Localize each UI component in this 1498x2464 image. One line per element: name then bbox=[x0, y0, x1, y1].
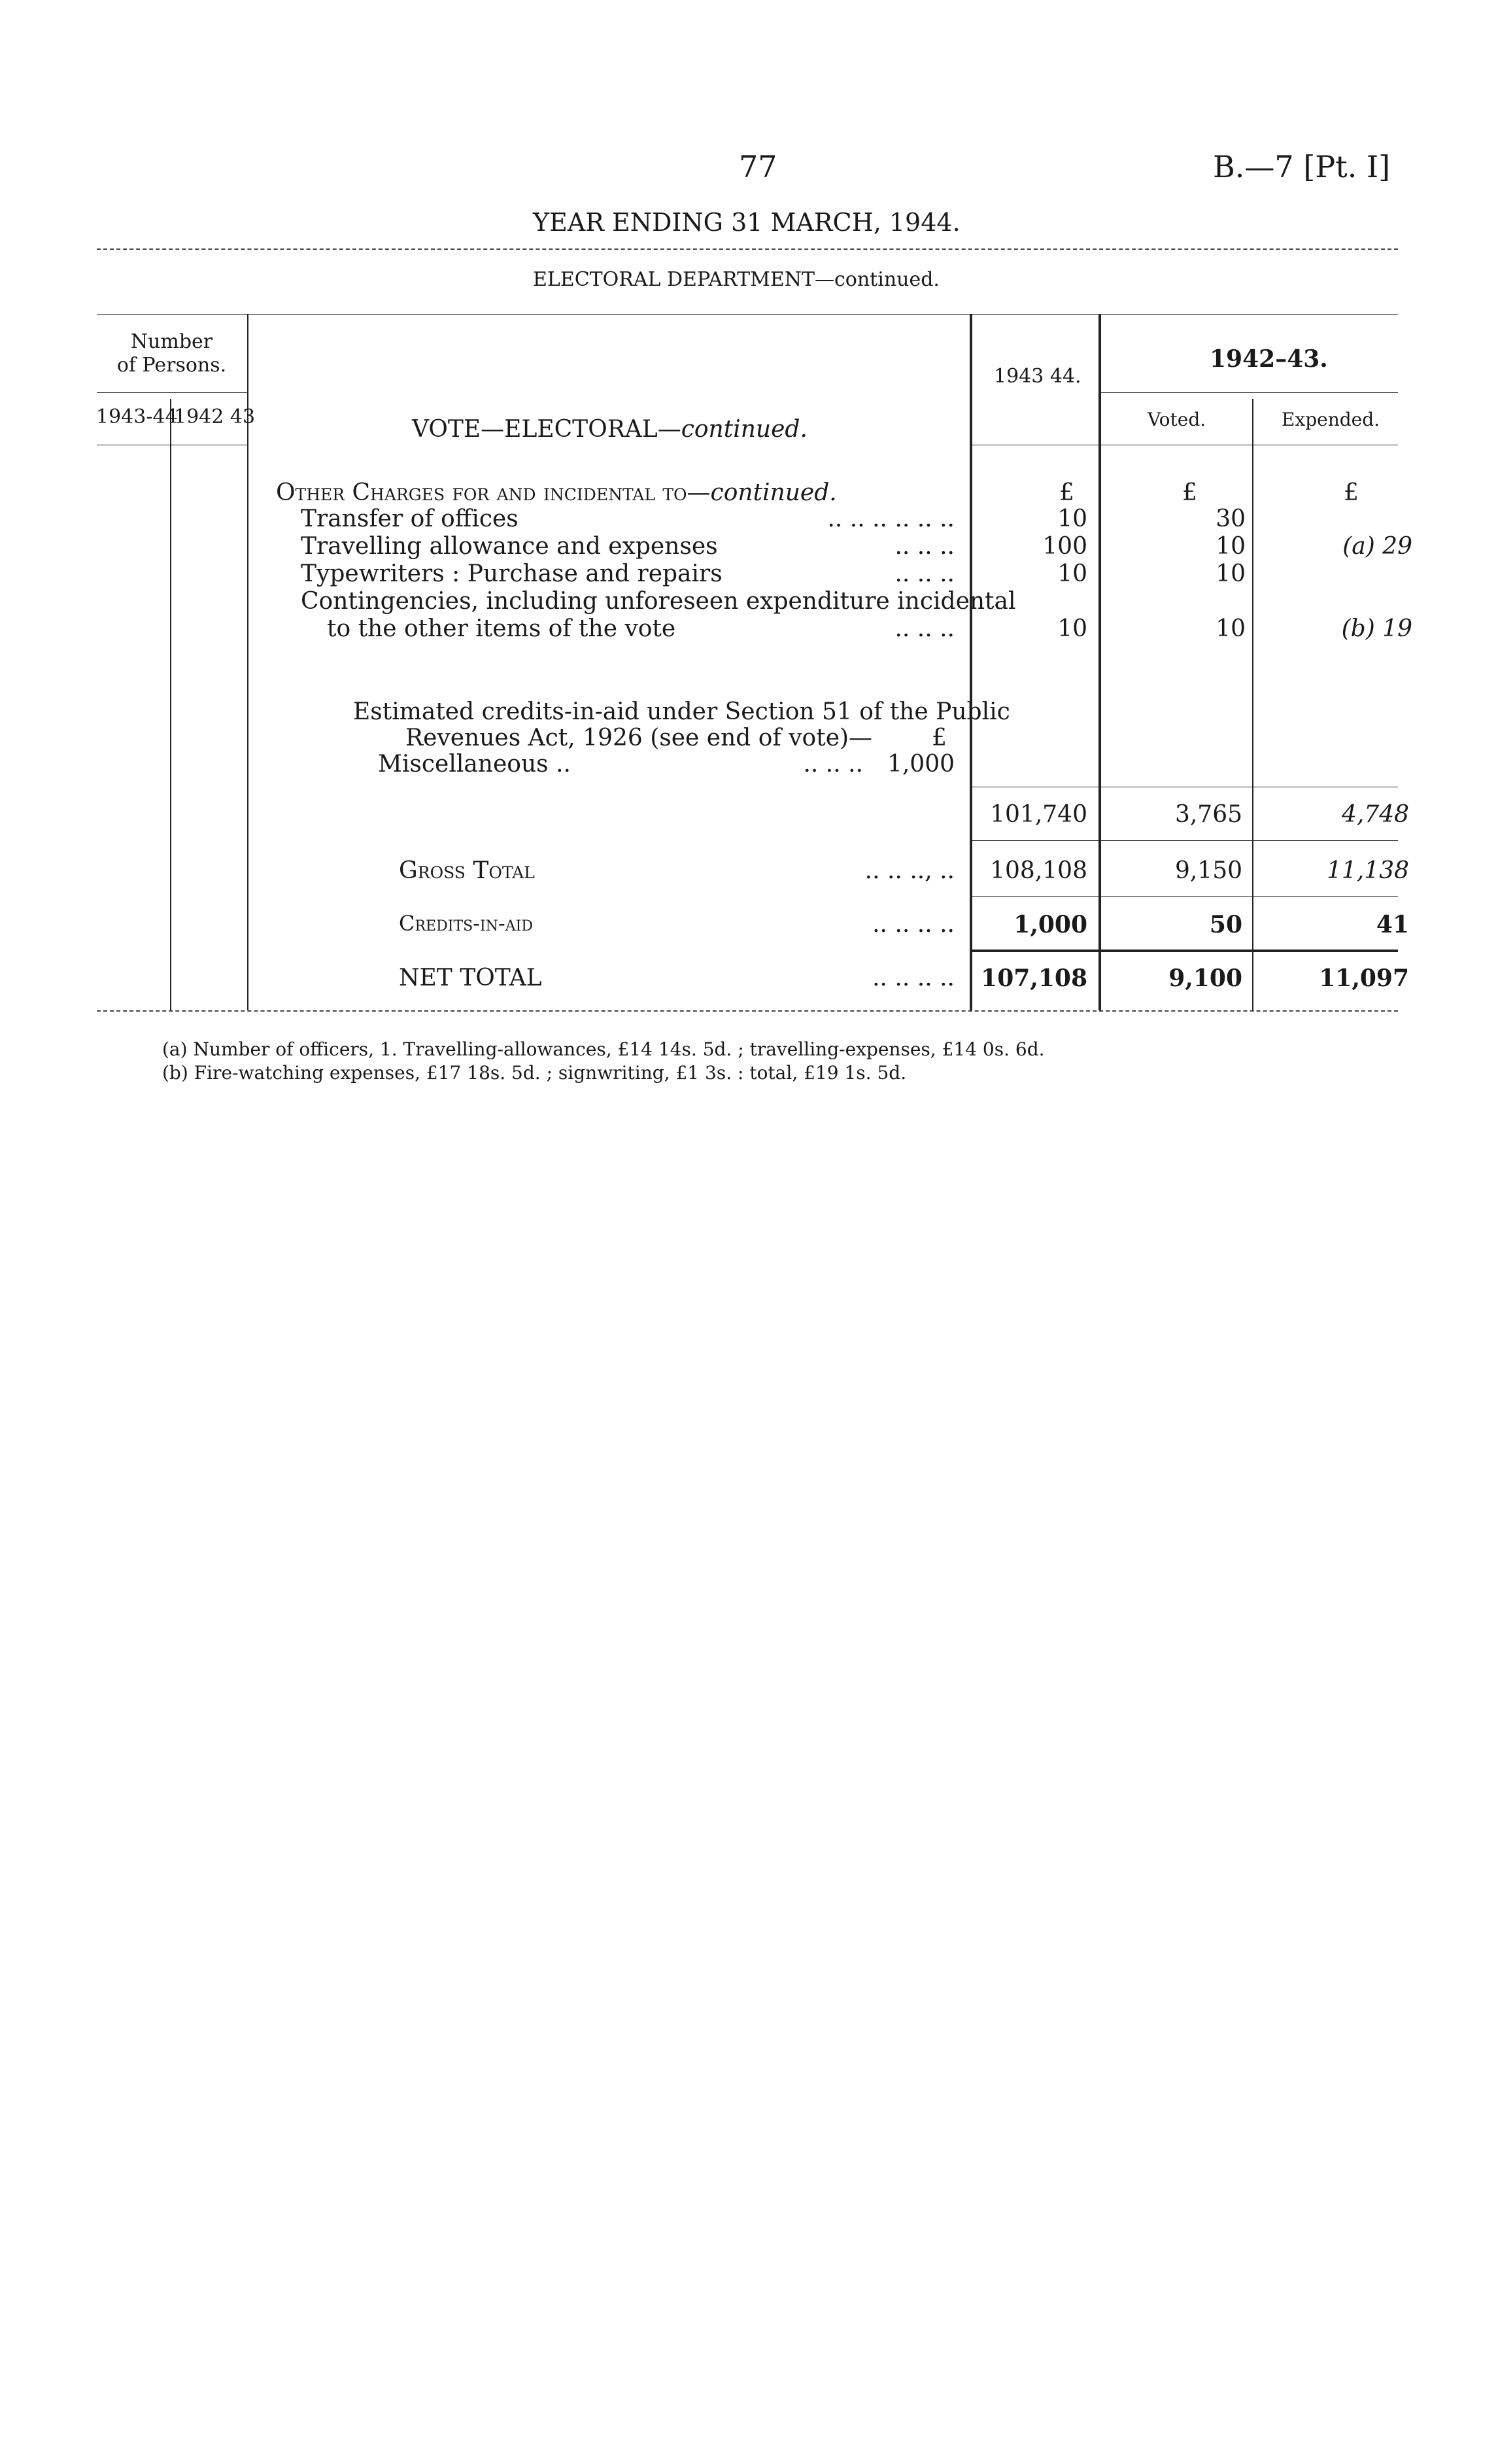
persons-col-divider bbox=[170, 399, 171, 1010]
credits-note-pound: £ bbox=[932, 725, 947, 751]
item-voted: 10 bbox=[1216, 560, 1246, 587]
section-heading-suffix: continued. bbox=[710, 479, 837, 506]
table-top-rule bbox=[97, 314, 1398, 315]
subtotal-voted: 3,765 bbox=[1174, 801, 1242, 828]
total-expended: 41 bbox=[1376, 911, 1409, 938]
col-1943-44-header: 1943 44. bbox=[994, 365, 1081, 388]
item-label: Travelling allowance and expenses bbox=[301, 533, 718, 560]
department-text: ELECTORAL DEPARTMENT—continued. bbox=[533, 268, 940, 291]
col-voted-header: Voted. bbox=[1148, 409, 1206, 430]
credits-misc-leaders: .. .. .. bbox=[803, 751, 863, 778]
department-heading bbox=[533, 268, 940, 291]
vote-title bbox=[412, 416, 808, 443]
voted-left-divider bbox=[1098, 314, 1101, 1010]
credits-note-line1: Estimated credits-in-aid under Section 51 of the Public bbox=[353, 698, 1010, 725]
subtotal-estimate: 101,740 bbox=[990, 801, 1087, 828]
number-of-persons-header bbox=[98, 330, 245, 377]
title-divider bbox=[97, 248, 1398, 250]
number-of-persons-line1: Number bbox=[130, 330, 213, 353]
section-heading-main: Other Charges for and incidental to— bbox=[276, 479, 711, 506]
report-reference: B.—7 [Pt. I] bbox=[1213, 149, 1391, 184]
item-voted: 10 bbox=[1216, 533, 1246, 560]
total-expended: 11,097 bbox=[1319, 965, 1409, 992]
credits-total-rule bbox=[970, 950, 1398, 952]
total-voted: 9,150 bbox=[1174, 857, 1242, 884]
page-number: 77 bbox=[739, 149, 777, 184]
item-leaders: .. .. .. bbox=[894, 615, 955, 642]
total-estimate: 108,108 bbox=[990, 857, 1087, 884]
vote-title-main: VOTE—ELECTORAL— bbox=[412, 416, 681, 443]
currency-estimate: £ bbox=[1059, 479, 1074, 506]
item-voted: 10 bbox=[1216, 615, 1246, 642]
credits-note-line2: Revenues Act, 1926 (see end of vote)— bbox=[405, 725, 873, 751]
table-bottom-rule bbox=[97, 1010, 1398, 1012]
total-label: NET TOTAL bbox=[399, 965, 542, 991]
currency-expended: £ bbox=[1344, 479, 1359, 506]
total-leaders: .. .. .., .. bbox=[864, 857, 955, 884]
item-label: Typewriters : Purchase and repairs bbox=[301, 560, 723, 587]
footnote: (b) Fire-watching expenses, £17 18s. 5d. ; signwriting, £1 3s. : total, £19 1s. 5d. bbox=[162, 1062, 907, 1084]
gross-total-rule bbox=[970, 896, 1398, 897]
total-leaders: .. .. .. .. bbox=[872, 965, 955, 991]
persons-header-rule bbox=[97, 392, 247, 393]
year-header-rule bbox=[1098, 392, 1398, 393]
total-label: Credits-in-aid bbox=[399, 911, 533, 936]
total-voted: 50 bbox=[1209, 911, 1242, 938]
item-expended: (b) 19 bbox=[1341, 615, 1412, 642]
item-label-continued: to the other items of the vote bbox=[327, 615, 676, 642]
vote-title-suffix: continued. bbox=[681, 416, 808, 443]
item-leaders: .. .. .. bbox=[894, 560, 955, 587]
persons-col-1942-43: 1942 43 bbox=[174, 405, 256, 428]
subtotal-bottom-rule bbox=[970, 840, 1398, 841]
item-leaders: .. .. .. bbox=[894, 533, 955, 560]
section-heading bbox=[276, 479, 837, 506]
item-label: Contingencies, including unforeseen expenditure incidental bbox=[301, 588, 1016, 615]
item-estimate: 10 bbox=[1057, 615, 1087, 642]
item-voted: 30 bbox=[1216, 505, 1246, 532]
col-1942-43-header: 1942–43. bbox=[1210, 345, 1328, 373]
page-title: YEAR ENDING 31 MARCH, 1944. bbox=[533, 208, 961, 237]
subtotal-expended: 4,748 bbox=[1341, 801, 1409, 828]
credits-misc-value: 1,000 bbox=[887, 751, 955, 778]
credits-misc-label: Miscellaneous .. bbox=[378, 751, 571, 778]
number-of-persons-line2: of Persons. bbox=[116, 354, 227, 377]
expended-left-divider bbox=[1252, 399, 1253, 1010]
item-expended: (a) 29 bbox=[1342, 533, 1412, 560]
total-label: Gross Total bbox=[399, 857, 535, 884]
currency-voted: £ bbox=[1182, 479, 1197, 506]
col-expended-header: Expended. bbox=[1282, 409, 1380, 430]
item-leaders: .. .. .. .. .. .. bbox=[827, 505, 955, 532]
total-voted: 9,100 bbox=[1168, 965, 1242, 992]
total-expended: 11,138 bbox=[1327, 857, 1409, 884]
item-estimate: 100 bbox=[1042, 533, 1087, 560]
total-leaders: .. .. .. .. bbox=[872, 911, 955, 938]
item-estimate: 10 bbox=[1057, 560, 1087, 587]
footnote: (a) Number of officers, 1. Travelling-allowances, £14 14s. 5d. ; travelling-expenses, £14 0s. 6d. bbox=[162, 1038, 1045, 1060]
estimate-left-divider bbox=[970, 314, 972, 1010]
total-estimate: 1,000 bbox=[1013, 911, 1087, 938]
persons-col-1943-44: 1943-44 bbox=[96, 405, 178, 428]
item-label: Transfer of offices bbox=[301, 505, 519, 532]
item-estimate: 10 bbox=[1057, 505, 1087, 532]
total-estimate: 107,108 bbox=[981, 965, 1087, 992]
